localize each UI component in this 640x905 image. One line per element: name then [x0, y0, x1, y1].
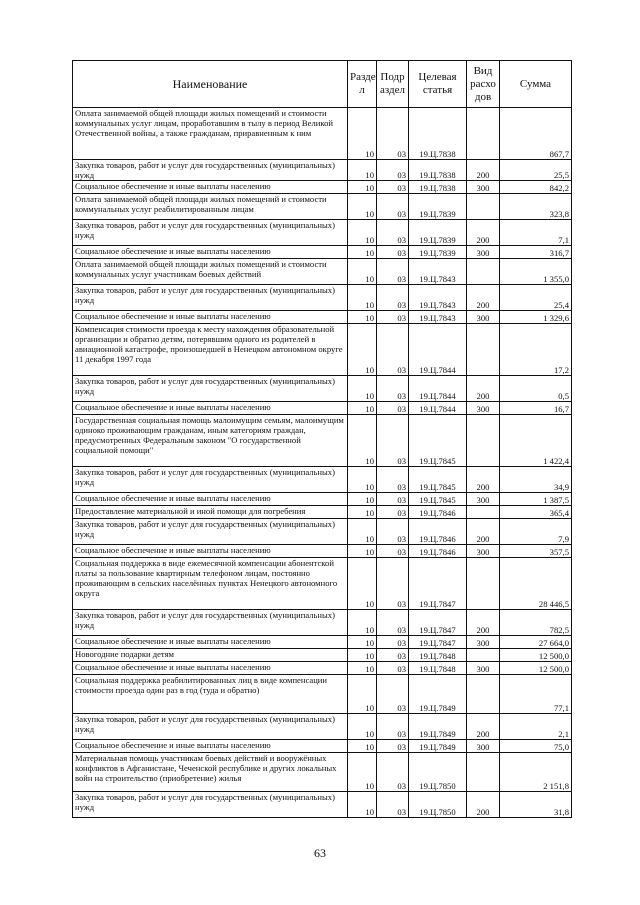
- row-sum: 27 664,0: [500, 636, 572, 649]
- row-sum: 1 329,6: [500, 311, 572, 324]
- header-target-article: Целевая статья: [409, 61, 467, 108]
- row-subsection: 03: [377, 181, 409, 194]
- row-section: 10: [348, 108, 377, 160]
- row-name: Социальное обеспечение и иные выплаты населению: [73, 181, 348, 194]
- row-subsection: 03: [377, 311, 409, 324]
- row-expense-type: 200: [467, 220, 500, 246]
- row-expense-type: [467, 324, 500, 376]
- row-sum: 16,7: [500, 402, 572, 415]
- row-section: 10: [348, 220, 377, 246]
- row-section: 10: [348, 160, 377, 181]
- row-sum: 1 422,4: [500, 415, 572, 467]
- row-name: Оплата занимаемой общей площади жилых помещений и стоимости коммунальных услуг участникам боевых действий: [73, 259, 348, 285]
- row-subsection: 03: [377, 675, 409, 714]
- row-section: 10: [348, 493, 377, 506]
- header-name: Наименование: [73, 61, 348, 108]
- row-expense-type: [467, 506, 500, 519]
- row-sum: 7,9: [500, 519, 572, 545]
- row-name: Закупка товаров, работ и услуг для государственных (муниципальных) нужд: [73, 220, 348, 246]
- row-target-article: 19.Ц.7847: [409, 610, 467, 636]
- table-row: [73, 415, 572, 467]
- row-sum: 365,4: [500, 506, 572, 519]
- table-row: [73, 753, 572, 792]
- row-expense-type: [467, 649, 500, 662]
- row-expense-type: 300: [467, 740, 500, 753]
- row-section: 10: [348, 506, 377, 519]
- row-sum: 357,5: [500, 545, 572, 558]
- table-row: [73, 259, 572, 285]
- row-name: Закупка товаров, работ и услуг для государственных (муниципальных) нужд: [73, 610, 348, 636]
- row-name: Социальное обеспечение и иные выплаты населению: [73, 545, 348, 558]
- row-name: Новогодние подарки детям: [73, 649, 348, 662]
- row-name: Социальная поддержка реабилитированных лиц в виде компенсации стоимости проезда один раз в год (туда и обратно): [73, 675, 348, 714]
- row-subsection: 03: [377, 792, 409, 818]
- row-expense-type: 300: [467, 545, 500, 558]
- row-sum: 0,5: [500, 376, 572, 402]
- row-subsection: 03: [377, 376, 409, 402]
- row-subsection: 03: [377, 285, 409, 311]
- row-target-article: 19.Ц.7838: [409, 160, 467, 181]
- row-section: 10: [348, 324, 377, 376]
- row-sum: 2 151,8: [500, 753, 572, 792]
- row-expense-type: 200: [467, 610, 500, 636]
- row-target-article: 19.Ц.7845: [409, 415, 467, 467]
- row-expense-type: [467, 259, 500, 285]
- row-expense-type: 300: [467, 311, 500, 324]
- row-target-article: 19.Ц.7844: [409, 324, 467, 376]
- row-name: Социальное обеспечение и иные выплаты населению: [73, 740, 348, 753]
- table-row: [73, 610, 572, 636]
- table-row: [73, 220, 572, 246]
- row-sum: 7,1: [500, 220, 572, 246]
- row-section: 10: [348, 662, 377, 675]
- row-sum: 25,4: [500, 285, 572, 311]
- row-expense-type: [467, 415, 500, 467]
- row-subsection: 03: [377, 545, 409, 558]
- row-target-article: 19.Ц.7848: [409, 649, 467, 662]
- table-row: [73, 493, 572, 506]
- row-section: 10: [348, 467, 377, 493]
- table-row: [73, 285, 572, 311]
- row-target-article: 19.Ц.7849: [409, 740, 467, 753]
- row-sum: 316,7: [500, 246, 572, 259]
- table-row: [73, 662, 572, 675]
- row-name: Государственная социальная помощь малоимущим семьям, малоимущим одиноко проживающим гражданам, иным категориям граждан, предусмотренных Федеральным законом "О государственной социальной помощи": [73, 415, 348, 467]
- row-sum: 12 500,0: [500, 662, 572, 675]
- row-subsection: 03: [377, 108, 409, 160]
- row-name: Закупка товаров, работ и услуг для государственных (муниципальных) нужд: [73, 160, 348, 181]
- row-sum: 34,9: [500, 467, 572, 493]
- row-subsection: 03: [377, 493, 409, 506]
- row-subsection: 03: [377, 714, 409, 740]
- table-header: [73, 61, 572, 108]
- row-target-article: 19.Ц.7849: [409, 714, 467, 740]
- table-row: [73, 246, 572, 259]
- row-name: Социальное обеспечение и иные выплаты населению: [73, 246, 348, 259]
- row-name: Закупка товаров, работ и услуг для государственных (муниципальных) нужд: [73, 714, 348, 740]
- table-row: [73, 675, 572, 714]
- header-sum: Сумма: [500, 61, 572, 108]
- row-section: 10: [348, 610, 377, 636]
- table-row: [73, 181, 572, 194]
- row-section: 10: [348, 181, 377, 194]
- row-name: Социальное обеспечение и иные выплаты населению: [73, 402, 348, 415]
- row-target-article: 19.Ц.7845: [409, 467, 467, 493]
- row-expense-type: 200: [467, 376, 500, 402]
- row-expense-type: 300: [467, 636, 500, 649]
- header-section: Разде л: [348, 61, 377, 108]
- row-name: Закупка товаров, работ и услуг для государственных (муниципальных) нужд: [73, 519, 348, 545]
- row-subsection: 03: [377, 259, 409, 285]
- row-subsection: 03: [377, 753, 409, 792]
- table-row: [73, 324, 572, 376]
- row-section: 10: [348, 311, 377, 324]
- row-sum: 1 355,0: [500, 259, 572, 285]
- row-expense-type: [467, 753, 500, 792]
- row-target-article: 19.Ц.7846: [409, 519, 467, 545]
- row-sum: 1 387,5: [500, 493, 572, 506]
- row-section: 10: [348, 415, 377, 467]
- row-target-article: 19.Ц.7838: [409, 181, 467, 194]
- budget-table: [72, 60, 572, 818]
- row-target-article: 19.Ц.7845: [409, 493, 467, 506]
- row-target-article: 19.Ц.7839: [409, 194, 467, 220]
- table-row: [73, 636, 572, 649]
- row-sum: 25,5: [500, 160, 572, 181]
- table-row: [73, 519, 572, 545]
- table-body: [73, 108, 572, 818]
- row-subsection: 03: [377, 415, 409, 467]
- row-section: 10: [348, 285, 377, 311]
- table-row: [73, 160, 572, 181]
- row-target-article: 19.Ц.7850: [409, 753, 467, 792]
- row-target-article: 19.Ц.7850: [409, 792, 467, 818]
- row-expense-type: [467, 675, 500, 714]
- row-subsection: 03: [377, 160, 409, 181]
- row-target-article: 19.Ц.7839: [409, 220, 467, 246]
- row-name: Закупка товаров, работ и услуг для государственных (муниципальных) нужд: [73, 285, 348, 311]
- row-target-article: 19.Ц.7838: [409, 108, 467, 160]
- row-sum: 867,7: [500, 108, 572, 160]
- row-subsection: 03: [377, 610, 409, 636]
- row-sum: 77,1: [500, 675, 572, 714]
- row-target-article: 19.Ц.7844: [409, 376, 467, 402]
- row-subsection: 03: [377, 467, 409, 493]
- row-expense-type: 300: [467, 493, 500, 506]
- table-row: [73, 311, 572, 324]
- row-subsection: 03: [377, 649, 409, 662]
- row-subsection: 03: [377, 220, 409, 246]
- table-row: [73, 376, 572, 402]
- row-section: 10: [348, 753, 377, 792]
- row-name: Закупка товаров, работ и услуг для государственных (муниципальных) нужд: [73, 467, 348, 493]
- row-sum: 782,5: [500, 610, 572, 636]
- table-row: [73, 108, 572, 160]
- row-section: 10: [348, 246, 377, 259]
- row-name: Социальное обеспечение и иные выплаты населению: [73, 311, 348, 324]
- row-section: 10: [348, 675, 377, 714]
- table-row: [73, 740, 572, 753]
- row-expense-type: [467, 194, 500, 220]
- row-name: Социальное обеспечение и иные выплаты населению: [73, 636, 348, 649]
- row-subsection: 03: [377, 506, 409, 519]
- row-name: Социальная поддержка в виде ежемесячной компенсации абонентской платы за пользование квартирным телефоном лицам, постоянно проживающим в сельских населённых пунктах Ненецкого автономного округа: [73, 558, 348, 610]
- row-expense-type: 200: [467, 714, 500, 740]
- row-section: 10: [348, 194, 377, 220]
- row-subsection: 03: [377, 194, 409, 220]
- row-section: 10: [348, 259, 377, 285]
- row-target-article: 19.Ц.7844: [409, 402, 467, 415]
- row-section: 10: [348, 649, 377, 662]
- row-sum: 842,2: [500, 181, 572, 194]
- page-number: 63: [314, 846, 326, 860]
- row-target-article: 19.Ц.7847: [409, 558, 467, 610]
- row-expense-type: 300: [467, 181, 500, 194]
- row-subsection: 03: [377, 636, 409, 649]
- row-expense-type: 200: [467, 467, 500, 493]
- row-section: 10: [348, 740, 377, 753]
- row-target-article: 19.Ц.7839: [409, 246, 467, 259]
- row-subsection: 03: [377, 402, 409, 415]
- row-name: Закупка товаров, работ и услуг для государственных (муниципальных) нужд: [73, 376, 348, 402]
- row-section: 10: [348, 376, 377, 402]
- header-subsection: Подр аздел: [377, 61, 409, 108]
- row-subsection: 03: [377, 740, 409, 753]
- row-section: 10: [348, 545, 377, 558]
- row-name: Оплата занимаемой общей площади жилых помещений и стоимости коммунальных услуг реабилитированным лицам: [73, 194, 348, 220]
- row-sum: 17,2: [500, 324, 572, 376]
- row-target-article: 19.Ц.7849: [409, 675, 467, 714]
- row-subsection: 03: [377, 558, 409, 610]
- row-name: Материальная помощь участникам боевых действий и вооружённых конфликтов в Афганистане, Чеченской республике и других локальных войн на строительство (приобретение) жилья: [73, 753, 348, 792]
- row-name: Предоставление материальной и иной помощи для погребения: [73, 506, 348, 519]
- row-target-article: 19.Ц.7843: [409, 259, 467, 285]
- row-target-article: 19.Ц.7848: [409, 662, 467, 675]
- row-name: Компенсация стоимости проезда к месту нахождения образовательной организации и обратно детям, потерявшим одного из родителей в авиационной катастрофе, произошедшей в Ненецком автономном округе 11 декабря 1997 года: [73, 324, 348, 376]
- row-sum: 28 446,5: [500, 558, 572, 610]
- row-expense-type: 200: [467, 792, 500, 818]
- row-expense-type: 300: [467, 246, 500, 259]
- row-subsection: 03: [377, 246, 409, 259]
- row-target-article: 19.Ц.7843: [409, 311, 467, 324]
- table-row: [73, 194, 572, 220]
- row-section: 10: [348, 519, 377, 545]
- table-row: [73, 545, 572, 558]
- row-subsection: 03: [377, 519, 409, 545]
- table-row: [73, 506, 572, 519]
- row-name: Оплата занимаемой общей площади жилых помещений и стоимости коммунальных услуг лицам, проработавшим в тылу в период Великой Отечественной войны, а также гражданам, приравненным к ним: [73, 108, 348, 160]
- row-name: Социальное обеспечение и иные выплаты населению: [73, 493, 348, 506]
- table-row: [73, 402, 572, 415]
- row-target-article: 19.Ц.7846: [409, 545, 467, 558]
- row-expense-type: [467, 108, 500, 160]
- row-sum: 323,8: [500, 194, 572, 220]
- table-row: [73, 649, 572, 662]
- row-target-article: 19.Ц.7843: [409, 285, 467, 311]
- row-expense-type: 300: [467, 662, 500, 675]
- row-name: Социальное обеспечение и иные выплаты населению: [73, 662, 348, 675]
- row-subsection: 03: [377, 662, 409, 675]
- row-name: Закупка товаров, работ и услуг для государственных (муниципальных) нужд: [73, 792, 348, 818]
- row-sum: 2,1: [500, 714, 572, 740]
- table-row: [73, 467, 572, 493]
- row-target-article: 19.Ц.7847: [409, 636, 467, 649]
- row-section: 10: [348, 792, 377, 818]
- row-section: 10: [348, 636, 377, 649]
- row-expense-type: 200: [467, 519, 500, 545]
- row-sum: 75,0: [500, 740, 572, 753]
- header-expense-type: Вид расхо дов: [467, 61, 500, 108]
- table-row: [73, 792, 572, 818]
- row-section: 10: [348, 714, 377, 740]
- row-expense-type: 300: [467, 402, 500, 415]
- row-expense-type: 200: [467, 160, 500, 181]
- table-row: [73, 714, 572, 740]
- row-expense-type: [467, 558, 500, 610]
- row-sum: 12 500,0: [500, 649, 572, 662]
- table-row: [73, 558, 572, 610]
- row-target-article: 19.Ц.7846: [409, 506, 467, 519]
- row-section: 10: [348, 402, 377, 415]
- row-subsection: 03: [377, 324, 409, 376]
- row-section: 10: [348, 558, 377, 610]
- row-sum: 31,8: [500, 792, 572, 818]
- row-expense-type: 200: [467, 285, 500, 311]
